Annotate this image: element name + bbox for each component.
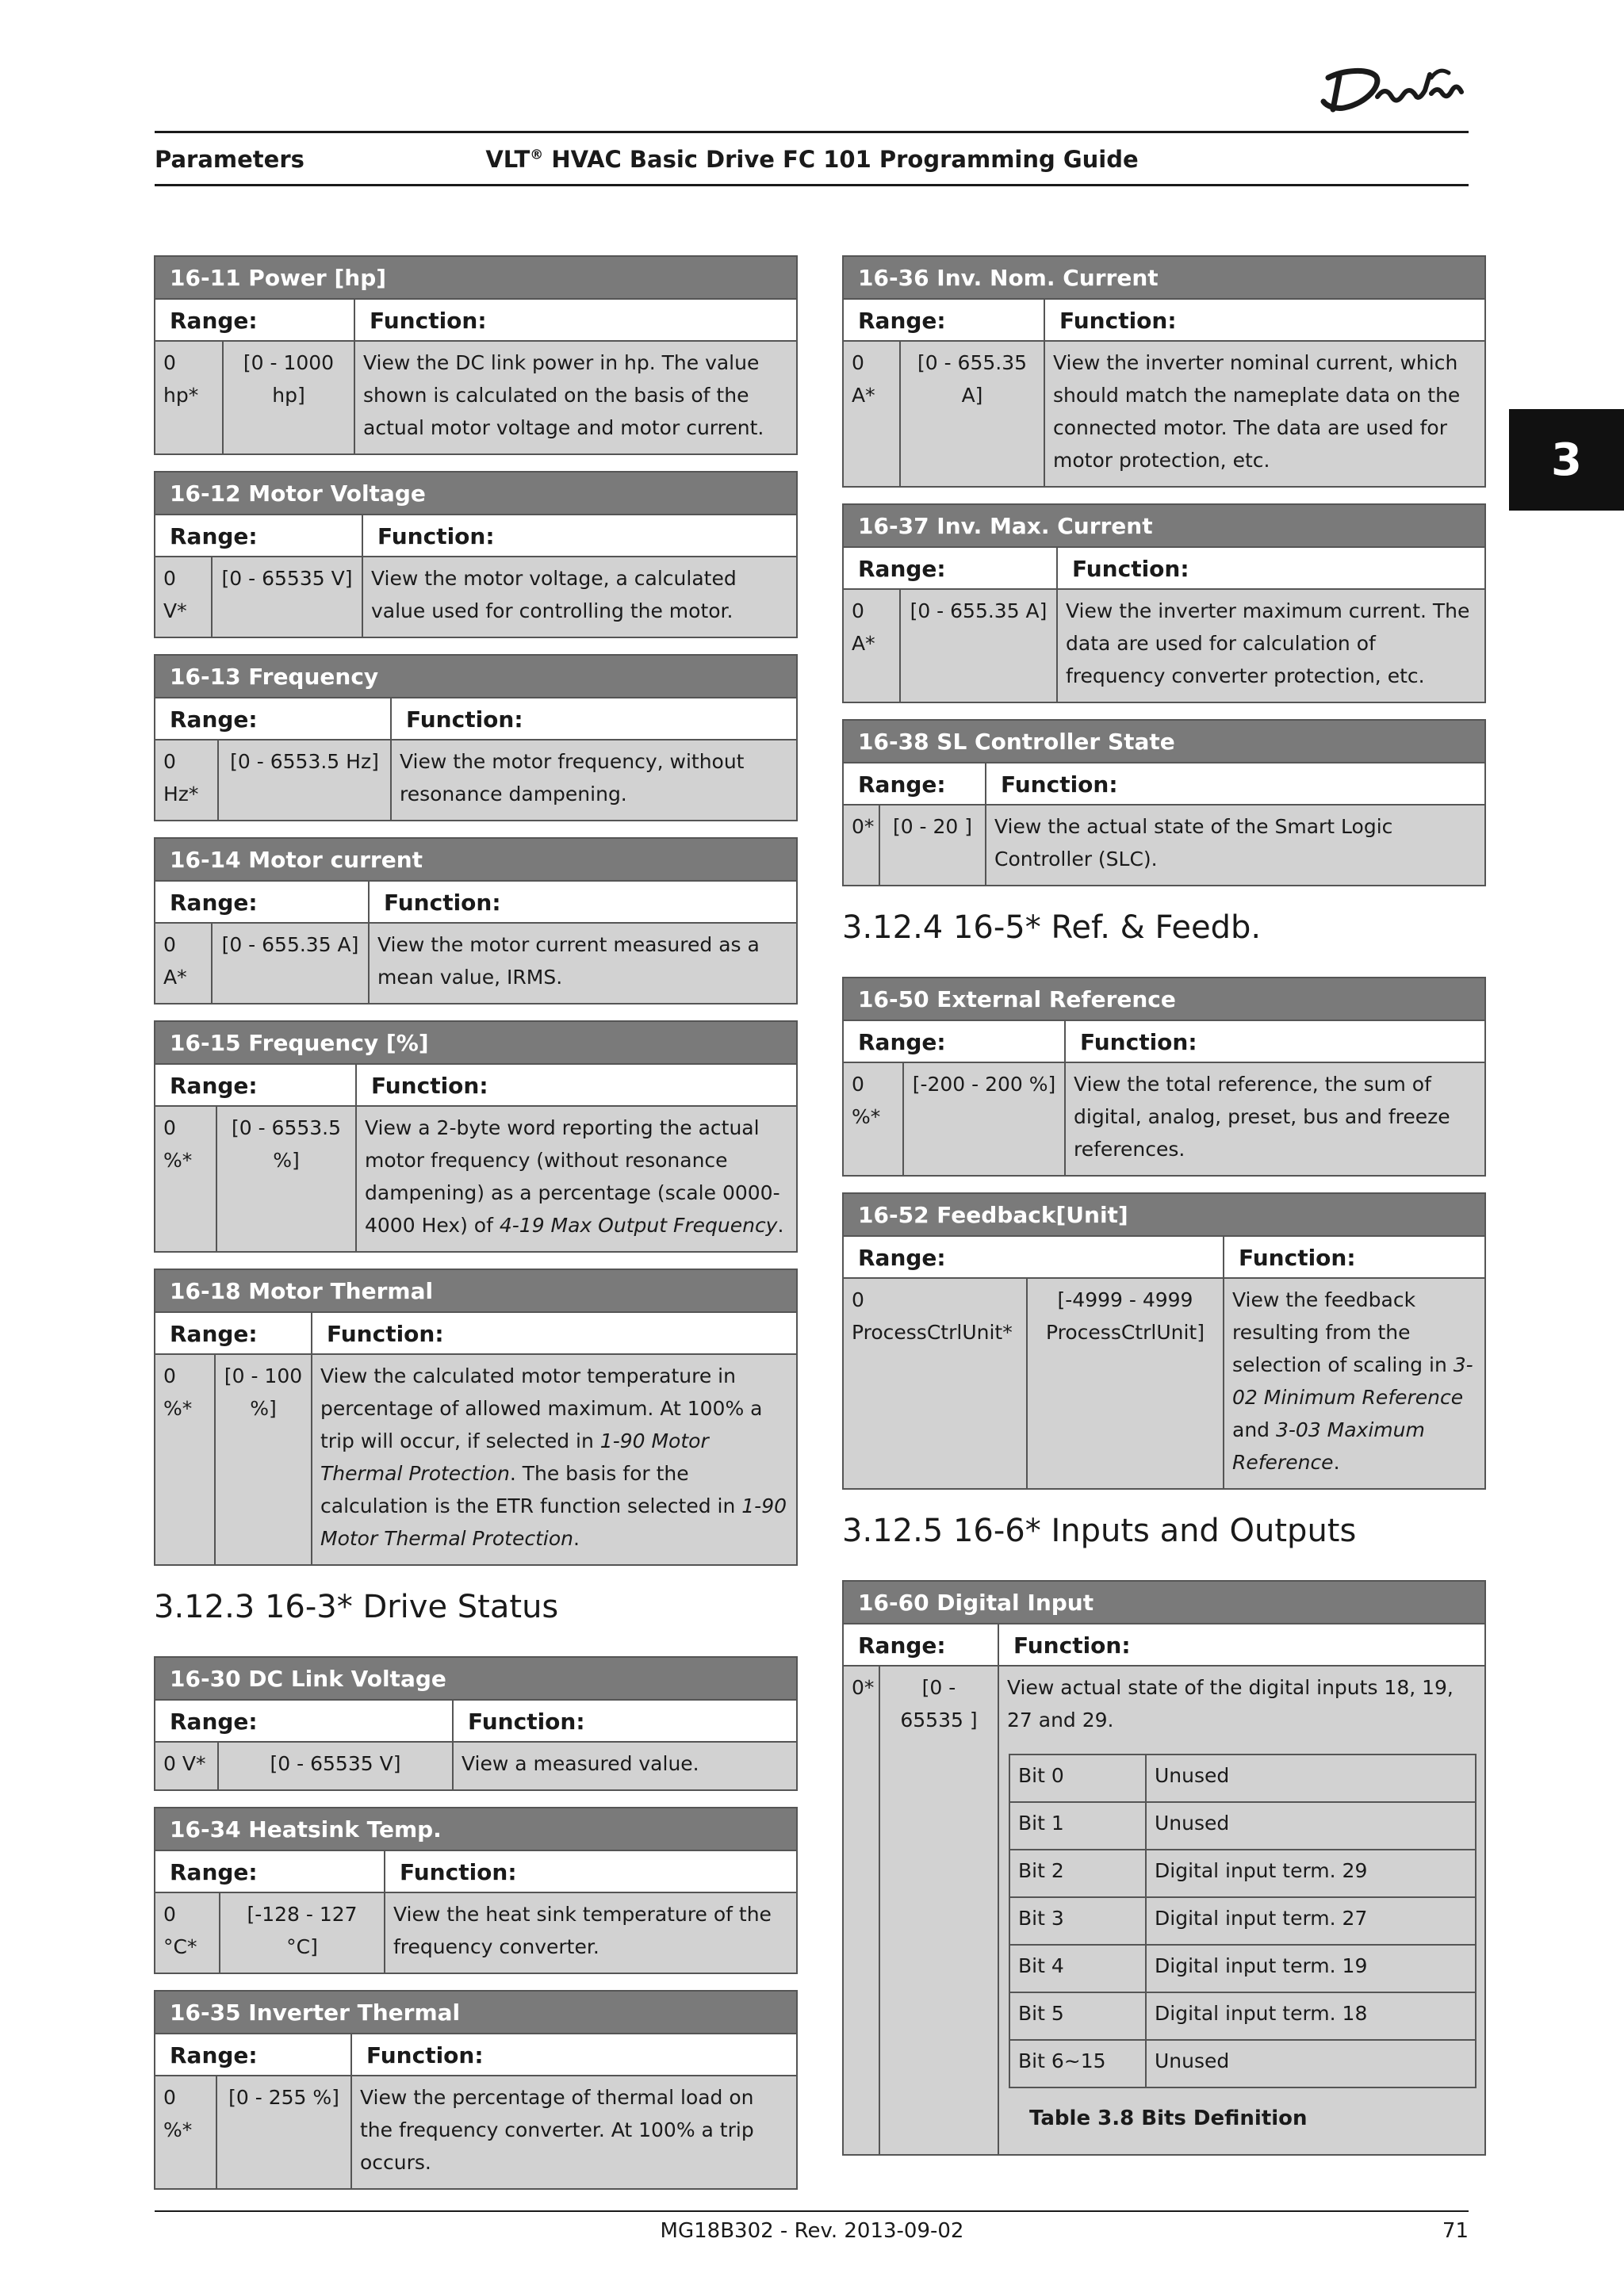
param-table-16-13 (154, 654, 798, 821)
range-label: Range: (155, 515, 362, 557)
param-range: [-128 - 127 °C] (220, 1892, 385, 1973)
header-section: Parameters (155, 146, 304, 173)
param-function: View a measured value. (453, 1742, 797, 1790)
param-range: [0 - 1000 hp] (223, 341, 354, 454)
guide-title: VLT® HVAC Basic Drive FC 101 Programming Guide (485, 146, 1139, 173)
range-label: Range: (155, 1064, 356, 1106)
function-label: Function: (986, 763, 1485, 805)
param-default: 0 %* (155, 2076, 216, 2189)
bit-index: Bit 0 (1009, 1755, 1146, 1802)
param-default: 0 A* (155, 923, 212, 1004)
param-title: 16-18 Motor Thermal (155, 1269, 797, 1312)
function-label: Function: (1065, 1020, 1485, 1062)
table-row (1009, 1802, 1476, 1850)
param-function: View the motor current measured as a mean value, IRMS. (369, 923, 797, 1004)
param-reference: 1-90 Motor Thermal Protection (320, 1429, 709, 1485)
bit-description: Unused (1146, 2040, 1476, 2087)
bit-index: Bit 1 (1009, 1802, 1146, 1850)
param-default: 0 %* (155, 1354, 215, 1565)
function-label: Function: (453, 1700, 797, 1742)
param-function: View the feedback resulting from the selection of scaling in 3-02 Minimum Reference and 3-03 Maximum Reference. (1224, 1278, 1485, 1489)
range-label: Range: (843, 763, 986, 805)
bit-description: Digital input term. 19 (1146, 1945, 1476, 1992)
param-table-16-52 (842, 1192, 1486, 1490)
param-function: View the inverter nominal current, which should match the nameplate data on the connected motor. The data are used for motor protection, etc. (1044, 341, 1485, 487)
function-label: Function: (385, 1850, 797, 1892)
param-title: 16-35 Inverter Thermal (155, 1991, 797, 2034)
function-label: Function: (356, 1064, 797, 1106)
param-reference: 1-90 Motor Thermal Protection (320, 1494, 787, 1550)
table-row (1009, 1850, 1476, 1897)
function-label: Function: (1044, 299, 1485, 341)
param-function: View the heat sink temperature of the frequency converter. (385, 1892, 797, 1973)
range-label: Range: (843, 547, 1057, 589)
range-label: Range: (843, 1624, 998, 1666)
param-function: View a 2-byte word reporting the actual motor frequency (without resonance dampening) as a percentage (scale 0000-4000 Hex) of 4-19 Max Output Frequency. (356, 1106, 797, 1252)
range-label: Range: (155, 1850, 385, 1892)
param-title: 16-13 Frequency (155, 655, 797, 698)
table-row (1009, 1945, 1476, 1992)
function-label: Function: (391, 698, 797, 740)
bit-index: Bit 4 (1009, 1945, 1146, 1992)
range-label: Range: (843, 299, 1044, 341)
param-default: 0 V* (155, 557, 212, 637)
range-label: Range: (155, 2034, 351, 2076)
param-function: View the motor voltage, a calculated value used for controlling the motor. (362, 557, 797, 637)
bit-index: Bit 2 (1009, 1850, 1146, 1897)
param-table-16-14 (154, 837, 798, 1004)
param-range: [0 - 255 %] (216, 2076, 351, 2189)
range-label: Range: (155, 299, 354, 341)
bit-description: Digital input term. 18 (1146, 1992, 1476, 2040)
param-default: 0 hp* (155, 341, 223, 454)
param-function: View the total reference, the sum of digital, analog, preset, bus and freeze references. (1065, 1062, 1485, 1176)
param-table-16-11 (154, 255, 798, 455)
function-label: Function: (362, 515, 797, 557)
right-column (842, 255, 1486, 2172)
range-label: Range: (155, 1312, 312, 1354)
table-caption: Table 3.8 Bits Definition (1029, 2107, 1308, 2130)
table-row (1009, 1755, 1476, 1802)
page-number: 71 (1442, 2219, 1469, 2243)
param-reference: 4-19 Max Output Frequency (499, 1214, 778, 1237)
param-title: 16-50 External Reference (843, 978, 1485, 1020)
param-default: 0* (843, 1666, 879, 2155)
range-label: Range: (843, 1020, 1065, 1062)
param-function: View the motor frequency, without resonance dampening. (391, 740, 797, 821)
range-label: Range: (155, 881, 369, 923)
param-function: View the inverter maximum current. The data are used for calculation of frequency converter protection, etc. (1057, 589, 1485, 702)
footer-doc-id: MG18B302 - Rev. 2013-09-02 (660, 2219, 964, 2243)
param-title: 16-12 Motor Voltage (155, 472, 797, 515)
param-reference: 3-02 Minimum Reference (1232, 1353, 1473, 1409)
param-title: 16-60 Digital Input (843, 1581, 1485, 1624)
section-heading-drive-status: 3.12.3 16-3* Drive Status (154, 1589, 559, 1625)
bit-description: Digital input term. 29 (1146, 1850, 1476, 1897)
param-title: 16-30 DC Link Voltage (155, 1657, 797, 1700)
param-range: [0 - 100 %] (215, 1354, 312, 1565)
param-default: 0 A* (843, 589, 900, 702)
section-heading-ref-feedback: 3.12.4 16-5* Ref. & Feedb. (842, 909, 1262, 946)
function-label: Function: (998, 1624, 1485, 1666)
param-title: 16-52 Feedback[Unit] (843, 1193, 1485, 1236)
param-default: 0* (843, 805, 879, 886)
danfoss-logo-icon (1312, 62, 1471, 119)
param-default: 0 V* (155, 1742, 218, 1790)
param-range: [0 - 65535 ] (879, 1666, 998, 2155)
param-title: 16-34 Heatsink Temp. (155, 1808, 797, 1850)
function-label: Function: (354, 299, 797, 341)
function-label: Function: (351, 2034, 797, 2076)
param-range: [0 - 6553.5 Hz] (218, 740, 391, 821)
param-function: View the DC link power in hp. The value shown is calculated on the basis of the actual motor voltage and motor current. (354, 341, 797, 454)
function-label: Function: (1057, 547, 1485, 589)
param-range: [0 - 65535 V] (218, 1742, 453, 1790)
range-label: Range: (843, 1236, 1224, 1278)
param-default: 0 %* (155, 1106, 216, 1252)
param-default: 0 °C* (155, 1892, 220, 1973)
header-rule (155, 184, 1469, 186)
param-title: 16-38 SL Controller State (843, 720, 1485, 763)
param-table-16-60 (842, 1580, 1486, 2156)
param-function: View the actual state of the Smart Logic Controller (SLC). (986, 805, 1485, 886)
param-range: [0 - 20 ] (879, 805, 986, 886)
table-row (1009, 1897, 1476, 1945)
header-rule-top (155, 131, 1469, 133)
range-label: Range: (155, 1700, 453, 1742)
function-label: Function: (1224, 1236, 1485, 1278)
param-table-16-18 (154, 1269, 798, 1566)
param-table-16-34 (154, 1807, 798, 1974)
param-default: 0 ProcessCtrlUnit* (843, 1278, 1027, 1489)
table-row (1009, 2040, 1476, 2087)
param-table-16-35 (154, 1990, 798, 2190)
param-range: [0 - 65535 V] (212, 557, 362, 637)
left-column (154, 255, 798, 2206)
param-function: View the percentage of thermal load on the frequency converter. At 100% a trip occurs. (351, 2076, 797, 2189)
bit-index: Bit 3 (1009, 1897, 1146, 1945)
param-range: [0 - 655.35 A] (900, 589, 1057, 702)
param-range: [0 - 655.35 A] (900, 341, 1044, 487)
param-title: 16-11 Power [hp] (155, 256, 797, 299)
param-reference: 3-03 Maximum Reference (1232, 1418, 1425, 1474)
bit-index: Bit 5 (1009, 1992, 1146, 2040)
table-row (1009, 1992, 1476, 2040)
param-range: [-4999 - 4999 ProcessCtrlUnit] (1027, 1278, 1224, 1489)
param-function (998, 1666, 1485, 2155)
bit-description: Digital input term. 27 (1146, 1897, 1476, 1945)
bit-description: Unused (1146, 1802, 1476, 1850)
param-title: 16-14 Motor current (155, 838, 797, 881)
function-label: Function: (369, 881, 797, 923)
param-title: 16-37 Inv. Max. Current (843, 504, 1485, 547)
param-function: View the calculated motor temperature in percentage of allowed maximum. At 100% a trip will occur, if selected in 1-90 Motor Thermal Protection. The basis for the calculation is the ETR function selected in 1-90 Motor Thermal Protection. (312, 1354, 797, 1565)
function-label: Function: (312, 1312, 797, 1354)
footer-rule (155, 2210, 1469, 2212)
param-function-text: View actual state of the digital inputs 18, 19, 27 and 29. (1007, 1676, 1454, 1732)
bit-index: Bit 6~15 (1009, 2040, 1146, 2087)
param-default: 0 %* (843, 1062, 903, 1176)
param-range: [0 - 6553.5 %] (216, 1106, 356, 1252)
param-table-16-50 (842, 977, 1486, 1177)
param-table-16-30 (154, 1656, 798, 1791)
param-title: 16-36 Inv. Nom. Current (843, 256, 1485, 299)
chapter-tab: 3 (1509, 409, 1624, 511)
bit-description: Unused (1146, 1755, 1476, 1802)
param-table-16-36 (842, 255, 1486, 488)
range-label: Range: (155, 698, 391, 740)
param-table-16-38 (842, 719, 1486, 886)
param-table-16-15 (154, 1020, 798, 1253)
param-default: 0 A* (843, 341, 900, 487)
bits-definition-table (1009, 1754, 1477, 2088)
param-default: 0 Hz* (155, 740, 218, 821)
param-range: [-200 - 200 %] (903, 1062, 1065, 1176)
param-title: 16-15 Frequency [%] (155, 1021, 797, 1064)
param-table-16-37 (842, 503, 1486, 703)
param-table-16-12 (154, 471, 798, 638)
param-range: [0 - 655.35 A] (212, 923, 369, 1004)
section-heading-inputs-outputs: 3.12.5 16-6* Inputs and Outputs (842, 1513, 1357, 1549)
